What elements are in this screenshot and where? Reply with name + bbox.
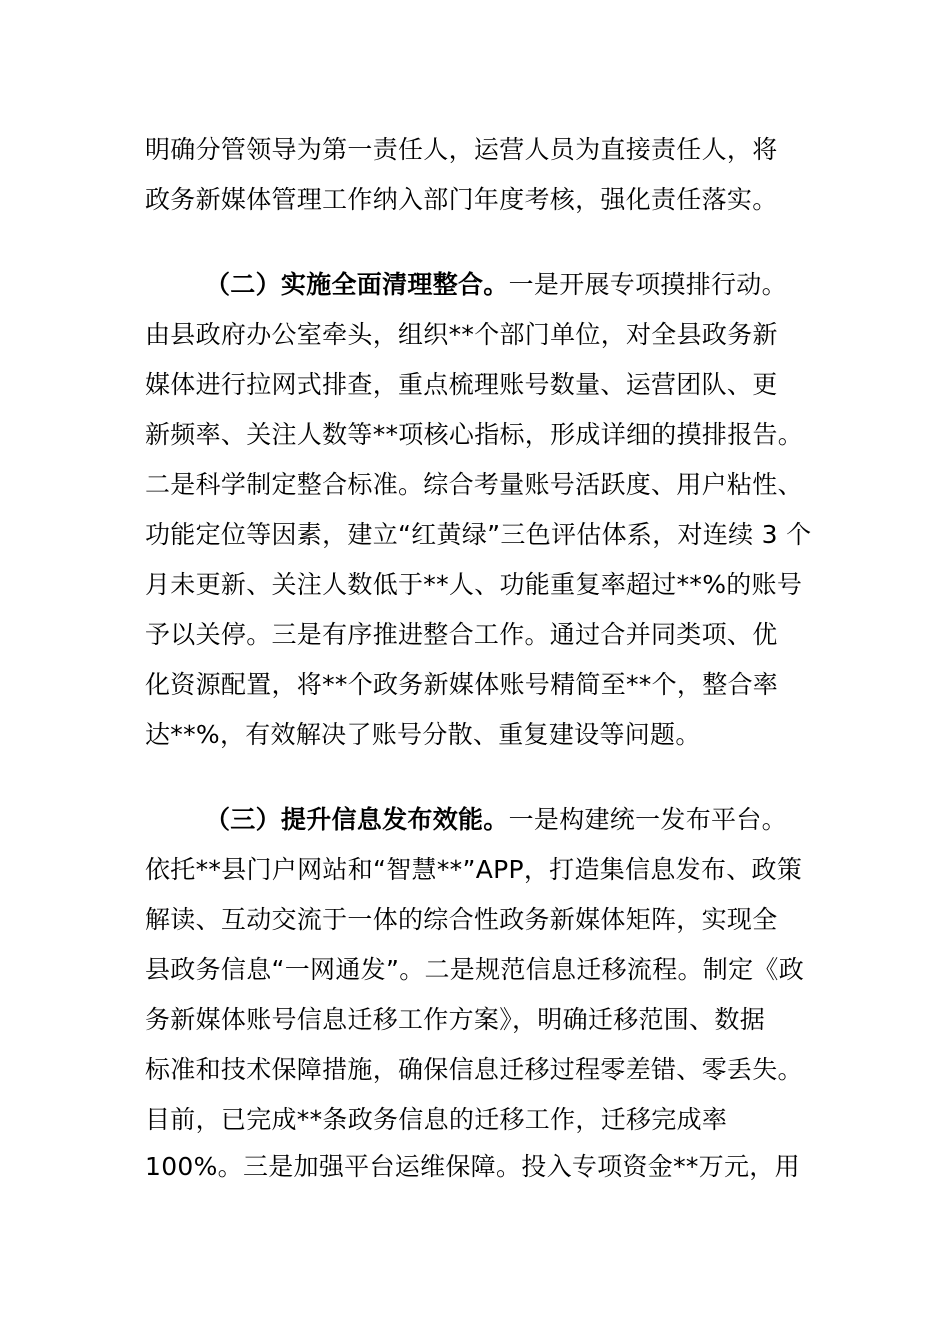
text-line: 功能定位等因素，建立“红黄绿”三色评估体系，对连续 3 个	[145, 520, 812, 549]
text-line: 解读、互动交流于一体的综合性政务新媒体矩阵，实现全	[145, 905, 778, 934]
text-line: 月未更新、关注人数低于**人、功能重复率超过**%的账号	[145, 570, 803, 599]
text-line: 达**%，有效解决了账号分散、重复建设等问题。	[145, 720, 701, 749]
text-line: 化资源配置，将**个政务新媒体账号精简至**个，整合率	[145, 670, 779, 699]
text-line: 县政务信息“一网通发”。二是规范信息迁移流程。制定《政	[145, 955, 805, 984]
text-line: 务新媒体账号信息迁移工作方案》，明确迁移范围、数据	[145, 1005, 766, 1034]
text-line: 依托**县门户网站和“智慧**”APP，打造集信息发布、政策	[145, 855, 803, 884]
section-heading: （二）实施全面清理整合。	[205, 270, 509, 299]
text-line: 新频率、关注人数等**项核心指标，形成详细的摸排报告。	[145, 420, 804, 449]
text-line: 二是科学制定整合标准。综合考量账号活跃度、用户粘性、	[145, 470, 803, 499]
text-line	[205, 260, 787, 310]
text-line	[205, 795, 787, 845]
text-line: 由县政府办公室牵头，组织**个部门单位，对全县政务新	[145, 320, 778, 349]
text-line: 标准和技术保障措施，确保信息迁移过程零差错、零丢失。	[145, 1055, 803, 1084]
text-line: 媒体进行拉网式排查，重点梳理账号数量、运营团队、更	[145, 370, 778, 399]
text-line: 明确分管领导为第一责任人，运营人员为直接责任人，将	[145, 135, 778, 164]
text-line: 目前，已完成**条政务信息的迁移工作，迁移完成率	[145, 1105, 728, 1134]
text-line: 政务新媒体管理工作纳入部门年度考核，强化责任落实。	[145, 185, 778, 214]
text-span: 一是开展专项摸排行动。	[508, 270, 787, 299]
text-line: 100%。三是加强平台运维保障。投入专项资金**万元，用	[145, 1152, 800, 1181]
section-heading: （三）提升信息发布效能。	[205, 805, 509, 834]
text-line: 予以关停。三是有序推进整合工作。通过合并同类项、优	[145, 620, 778, 649]
text-span: 一是构建统一发布平台。	[508, 805, 787, 834]
